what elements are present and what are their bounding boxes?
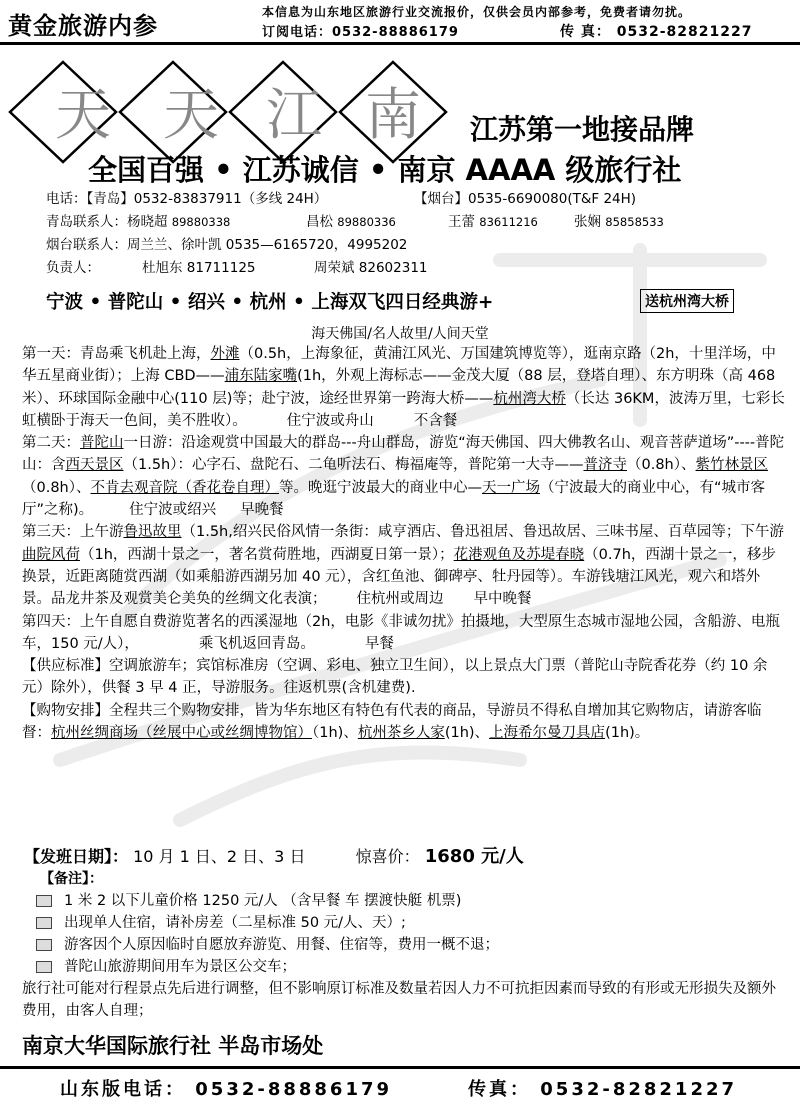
- stay: 住宁波或绍兴: [129, 502, 217, 519]
- sight: 浦东陆家嘴: [224, 368, 298, 385]
- list-item: 1 米 2 以下儿童价格 1250 元/人 （含早餐 车 摆渡快艇 机票): [36, 890, 499, 912]
- departure-line: [24, 842, 524, 868]
- contact-name: 昌松: [306, 214, 333, 230]
- header-bar: [0, 0, 800, 45]
- boss-label: 负责人：: [46, 260, 100, 276]
- shop: 上海希尔曼刀具店: [489, 725, 606, 742]
- supply-standard: 【供应标准】空调旅游车；宾馆标准房（空调、彩电、独立卫生间），以上景点大门票（普陀山寺院香花券（约 10 余元）除外），供餐 3 早 4 正，导游服务。往返机票(含机建费).: [22, 658, 768, 697]
- notes-title: 【备注】：: [40, 871, 103, 887]
- contact-phones: [46, 188, 637, 211]
- contacts-block: [46, 188, 664, 280]
- contact-name: 王蕾: [448, 214, 475, 230]
- bullet-icon: [36, 939, 52, 951]
- sight: 天一广场: [482, 479, 540, 496]
- shop: 杭州丝绸商场（丝展中心或丝绸博物馆）: [51, 725, 312, 742]
- day-2: 第二天：普陀山一日游：沿途观赏中国最大的群岛---舟山群岛，游览“海天佛国、四大佛教名山、观音菩萨道场”----普陀山：含西天景区（1.5h）：心字石、盘陀石、二龟听法石、梅福庵等，普陀第一大寺——普济寺（0.8h）、紫竹林景区（0.8h）、不肯去观音院（香花卷自理）等。晚逛宁波最大的商业中心—天一广场（宁波最大的商业中心，有“城市客厅”之称)。 住宁波或绍兴 早晚餐: [22, 435, 785, 519]
- itinerary: [22, 343, 788, 744]
- price-label: 惊喜价：: [355, 847, 420, 866]
- disclaimer: 旅行社可能对行程景点先后进行调整，但不影响原订标准及数量若因人力不可抗拒因素而导致的有形或无形损失及额外费用，由客人自理；: [22, 981, 776, 1019]
- contact-qingdao: [46, 211, 664, 234]
- route-title: 宁波 • 普陀山 • 绍兴 • 杭州 • 上海双飞四日经典游+: [46, 292, 494, 313]
- route-subtitle: 海天佛国/名人故里/人间天堂: [311, 326, 489, 342]
- contact-tel: 85858533: [605, 215, 664, 229]
- header-order-phone: 订阅电话：0532-88886179: [262, 25, 459, 40]
- slogan-national-top: 全国百强 • 江苏诚信 • 南京 AAAA 级旅行社: [88, 153, 682, 187]
- contact-boss: [46, 257, 428, 280]
- supply-label: 【供应标准】: [22, 658, 109, 675]
- stay: 乘飞机返回青岛。: [198, 635, 315, 652]
- sight: 鲁迅故里: [123, 524, 182, 541]
- day-1: 第一天：青岛乘飞机赴上海，外滩（0.5h，上海象征，黄浦江风光、万国建筑博览等），逛南京路（2h，十里洋场，中华五星商业街）；上海 CBD——浦东陆家嘴(1h，外观上海标志——金茂大厦（88 层，登塔自理）、东方明珠（高 468 米）、环球国际金融中心(110 层)等；赴宁波，途经世界第一跨海大桥——杭州湾大桥（长达 36KM，波涛万里，七彩长虹横卧于海天一色间，美不胜收）。 住宁波或舟山 不含餐: [22, 346, 785, 429]
- day-label: 第四天：: [22, 613, 80, 630]
- sight: 西天景区: [65, 457, 124, 474]
- list-item: 游客因个人原因临时自愿放弃游览、用餐、住宿等，费用一概不退；: [36, 934, 499, 956]
- notes-list: [36, 890, 499, 978]
- logo-char-4: 南: [365, 83, 421, 148]
- brand-title: 黄金旅游内参: [8, 12, 158, 40]
- shopping-arrangement: 【购物安排】全程共三个购物安排，皆为华东地区有特色有代表的商品，导游员不得私自增加其它购物店，请游客临督：杭州丝绸商场（丝展中心或丝绸博物馆）（1h)、杭州茶乡人家(1h)、上海希尔曼刀具店(1h)。: [22, 702, 762, 742]
- sight: 紫竹林景区: [695, 457, 768, 474]
- footer-bar: [0, 1066, 800, 1103]
- footer-phone: 山东版电话： 0532-88886179: [60, 1079, 393, 1100]
- sight: 普陀山: [80, 435, 124, 452]
- day-3: 第三天：上午游鲁迅故里（1.5h,绍兴民俗风情一条街：咸亨酒店、鲁迅祖居、鲁迅故居、三味书屋、百草园等；下午游曲院风荷（1h，西湖十景之一，著名赏荷胜地，西湖夏日第一景）；花港观鱼及苏堤春晓（0.7h，西湖十景之一，移步换景，近距离随赏西湖（如乘船游西湖另加 40 元），含红鱼池、御碑亭、牡丹园等）。车游钱塘江风光，观六和塔外景。品龙井茶及观赏美仑美奂的丝绸文化表演； 住杭州或周边 早中晚餐: [22, 524, 784, 608]
- day-label: 第三天：: [22, 524, 80, 541]
- footer-fax: 传真： 0532-82821227: [468, 1079, 738, 1100]
- meal: 早餐: [364, 635, 394, 652]
- logo-char-3: 江: [266, 83, 322, 148]
- contact-name: 杨晓超: [127, 214, 168, 230]
- bullet-icon: [36, 917, 52, 929]
- contact-name: 张娴: [574, 214, 601, 230]
- slogan-jiangsu-brand: 江苏第一地接品牌: [470, 113, 695, 146]
- stay: 住杭州或周边: [356, 591, 444, 608]
- departure-dates: 10 月 1 日、2 日、3 日: [133, 847, 306, 866]
- logo-char-1: 天: [55, 83, 111, 148]
- sight: 花港观鱼及苏堤春晓: [453, 546, 585, 563]
- meal: 早晚餐: [240, 502, 284, 519]
- price-value: 1680 元/人: [424, 846, 524, 867]
- bullet-icon: [36, 895, 52, 907]
- phone-yantai: 【烟台】0535-6690080(T&F 24H): [414, 191, 637, 207]
- boss-name: 杜旭东 81711125: [142, 260, 256, 276]
- contact-yantai: 烟台联系人：周兰兰、徐叶凯 0535—6165720，4995202: [46, 237, 408, 253]
- list-item: 普陀山旅游期间用车为景区公交车；: [36, 956, 499, 978]
- bonus-badge: 送杭州湾大桥: [640, 289, 734, 313]
- sight: 普济寺: [583, 457, 627, 474]
- list-item: 出现单人住宿，请补房差（二星标准 50 元/人、天）;: [36, 912, 499, 934]
- sight: 曲院风荷: [22, 546, 80, 563]
- sight: 杭州湾大桥: [493, 390, 566, 407]
- phone-qingdao: 电话：【青岛】0532-83837911（多线 24H）: [46, 191, 328, 207]
- stay: 住宁波或舟山: [286, 412, 374, 429]
- shopping-label: 【购物安排】: [22, 702, 109, 719]
- header-fax: 传 真： 0532-82821227: [560, 24, 753, 40]
- boss-name: 周荣斌 82602311: [314, 260, 428, 276]
- contact-tel: 83611216: [479, 215, 538, 229]
- contact-tel: 89880336: [337, 215, 396, 229]
- shop: 杭州茶乡人家: [357, 725, 445, 742]
- sight: 不肯去观音院（香花卷自理）: [90, 479, 279, 496]
- day-label: 第二天：: [22, 435, 80, 452]
- contact-tel: 89880338: [171, 215, 231, 229]
- sight: 外滩: [210, 346, 240, 362]
- agency-name: 南京大华国际旅行社 半岛市场处: [22, 1034, 324, 1058]
- bullet-icon: [36, 961, 52, 973]
- meal: 早中晚餐: [473, 591, 532, 608]
- logo-char-2: 天: [163, 83, 219, 148]
- day-label: 第一天：: [22, 346, 80, 362]
- header-notice: 本信息为山东地区旅游行业交流报价，仅供会员内部参考，免费者请勿扰。: [262, 5, 692, 19]
- qingdao-label: 青岛联系人：: [46, 214, 127, 230]
- meal: 不含餐: [413, 412, 458, 429]
- day-4: 第四天：上午自愿自费游览著名的西溪湿地（2h，电影《非诚勿扰》拍摄地，大型原生态城市湿地公园，含船游、电瓶车，150 元/人）， 乘飞机返回青岛。 早餐: [22, 613, 780, 652]
- departure-label: 【发班日期】：: [24, 847, 129, 866]
